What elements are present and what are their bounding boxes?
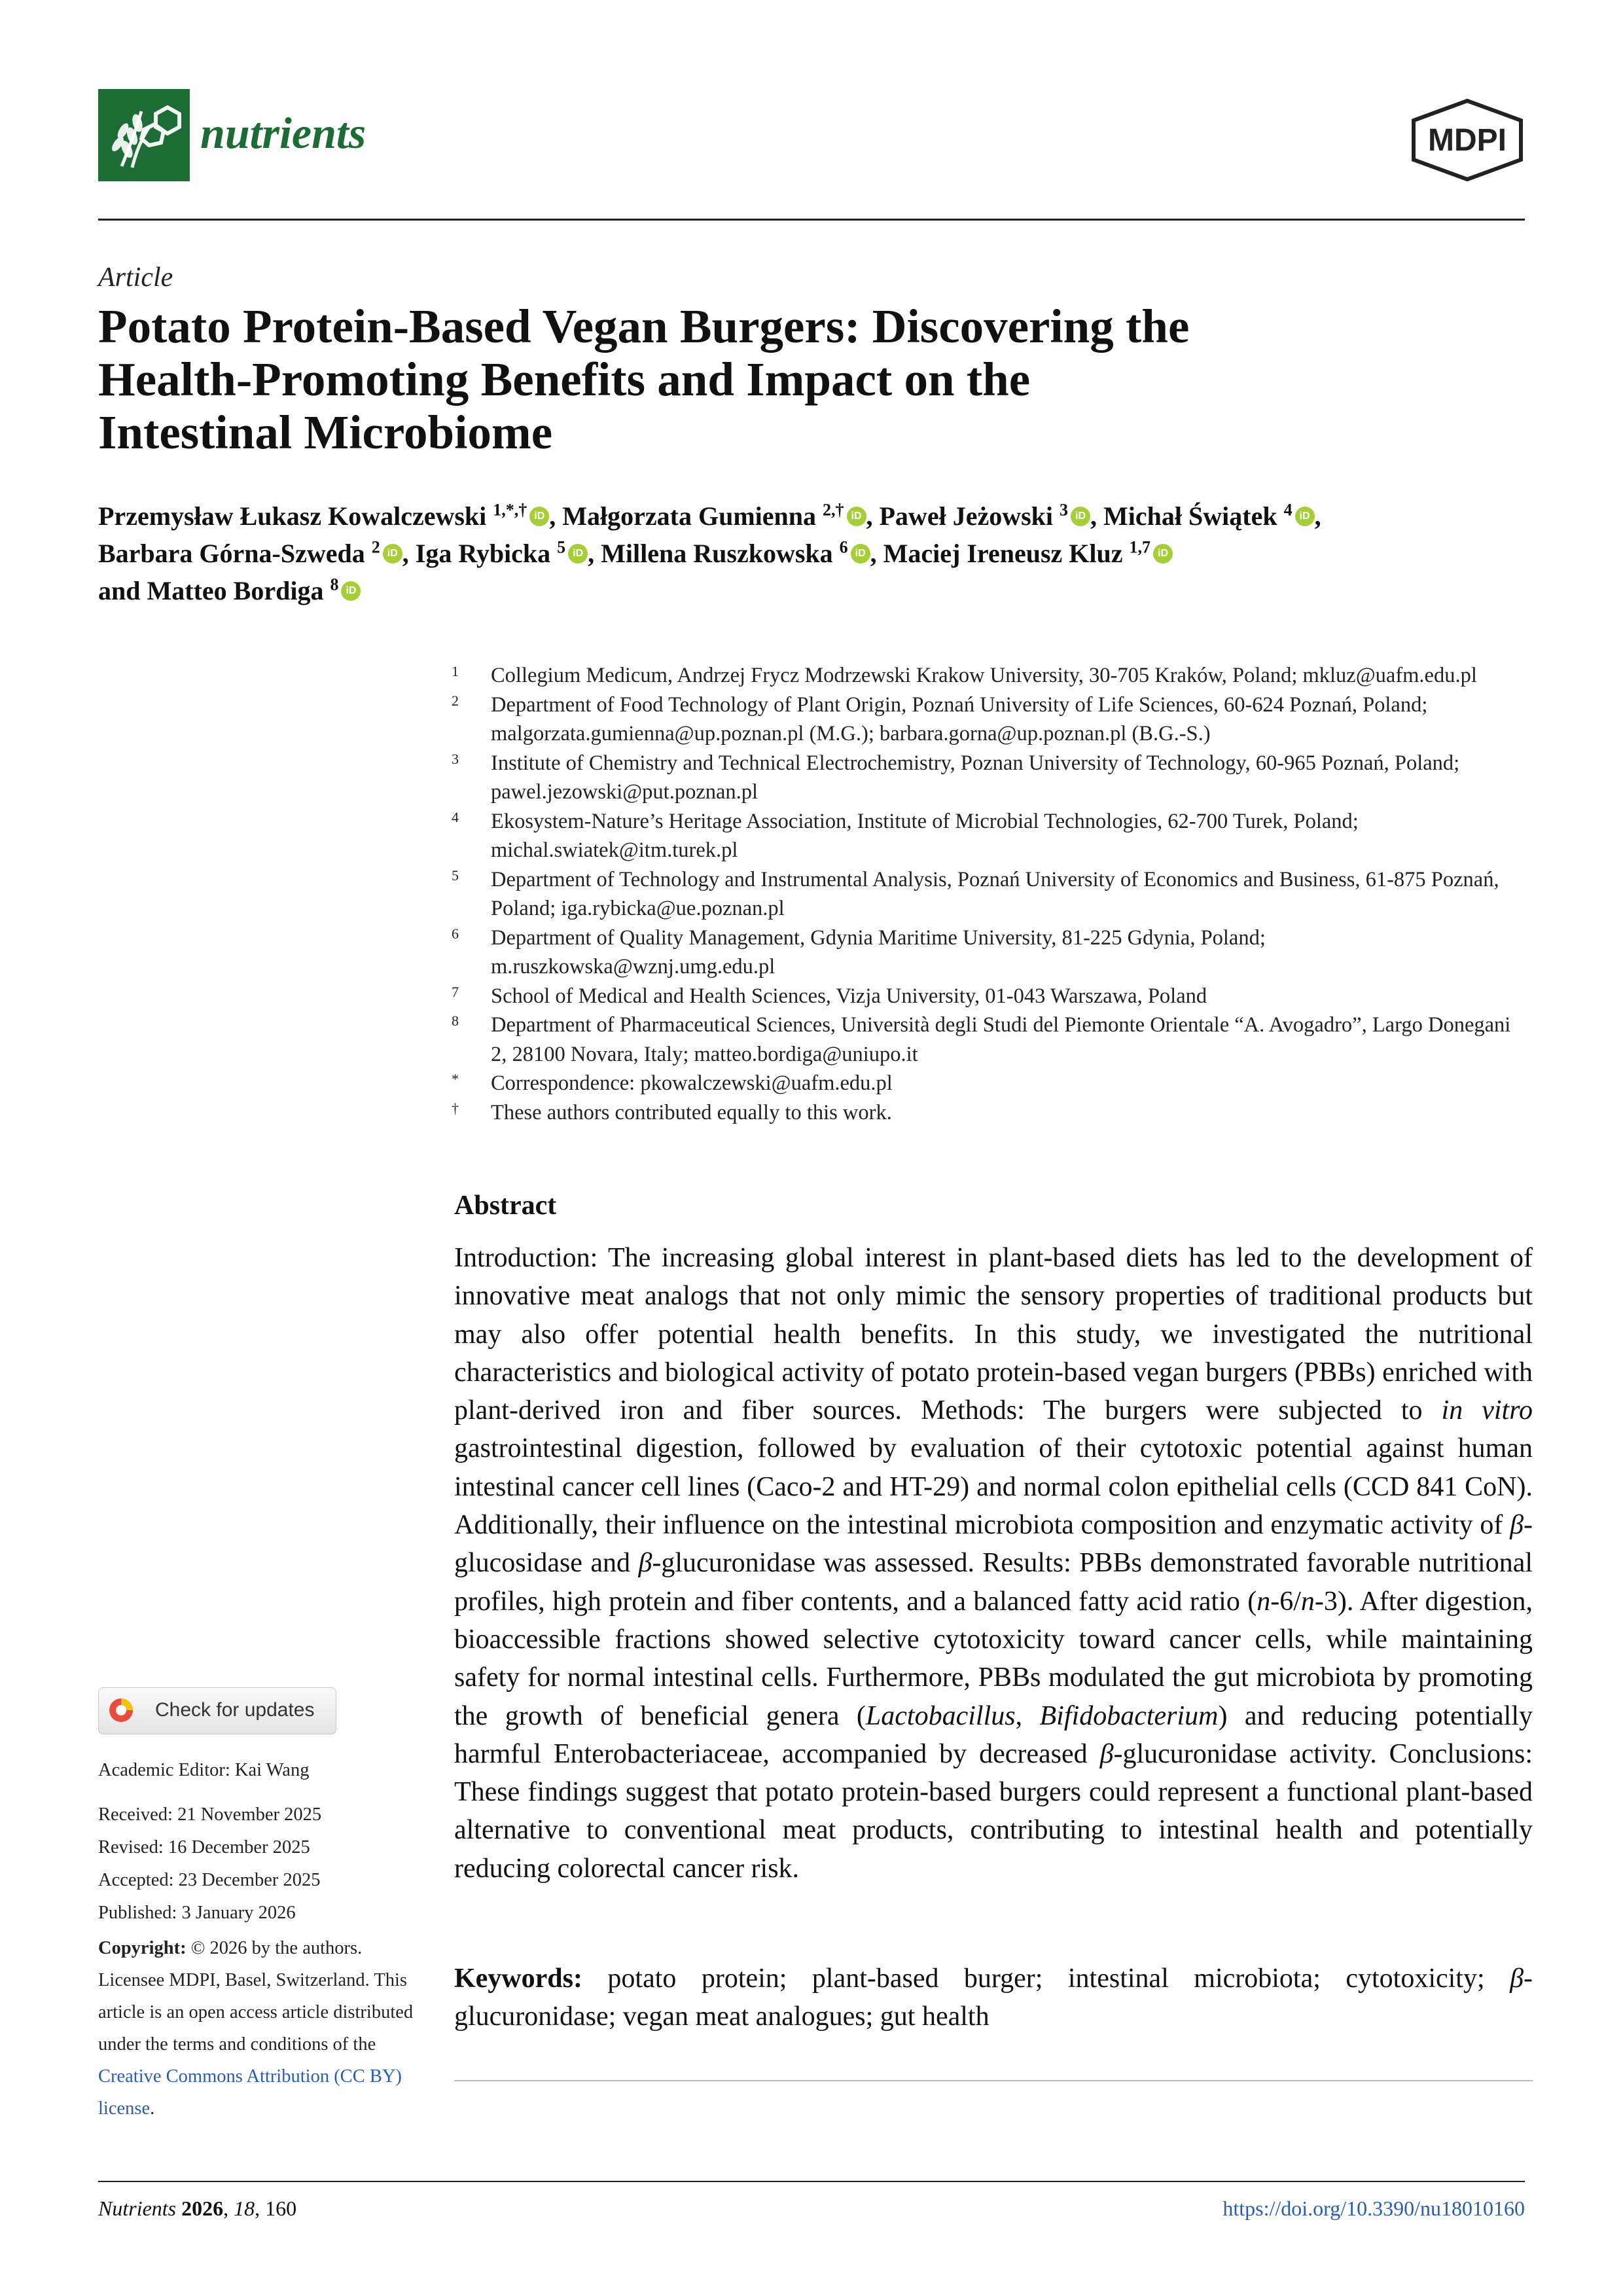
- affiliation-mark: †: [452, 1100, 459, 1117]
- article-type: Article: [98, 262, 173, 293]
- title-line: Health-Promoting Benefits and Impact on the: [98, 353, 1031, 406]
- abstract-italic: Bifidobacterium: [1039, 1700, 1219, 1731]
- publisher-logo: [1408, 98, 1526, 182]
- footer-journal: Nutrients: [98, 2197, 177, 2220]
- wheat-icon: [98, 89, 190, 181]
- author-affiliation-sup: 2,†: [823, 500, 844, 520]
- copyright-notice: [98, 1932, 425, 2125]
- author-name: Millena Ruszkowska: [601, 539, 833, 568]
- affiliation-item: [452, 691, 1531, 749]
- author-separator: ,: [870, 539, 877, 568]
- affiliation-text: Department of Technology and Instrumental Analysis, Poznań University of Economics and Business, 61-875 Poznań, Poland; iga.rybicka@ue.poznan.pl: [491, 867, 1499, 920]
- author-affiliation-sup: 6: [839, 537, 848, 557]
- keywords: [454, 1960, 1533, 2036]
- journal-name: nutrients: [200, 108, 366, 158]
- affiliation-text: Department of Quality Management, Gdynia Maritime University, 81-225 Gdynia, Poland; m.ruszkowska@wznj.umg.edu.pl: [491, 925, 1266, 978]
- footer-divider: [98, 2181, 1525, 2182]
- copyright-text: © 2026 by the authors. Licensee MDPI, Basel, Switzerland. This article is an open access article distributed under the terms and conditions of the: [98, 1938, 414, 2054]
- author-name: Paweł Jeżowski: [879, 501, 1054, 531]
- orcid-icon[interactable]: iD: [568, 544, 588, 564]
- footer-page: , 160: [255, 2197, 297, 2220]
- keywords-text: -glucuronidase; vegan meat analogues; gut health: [454, 1964, 1533, 2032]
- author-separator: ,: [588, 539, 595, 568]
- author-separator: ,: [402, 539, 409, 568]
- affiliation-text: Collegium Medicum, Andrzej Frycz Modrzewski Krakow University, 30-705 Kraków, Poland; mkluz@uafm.edu.pl: [491, 664, 1477, 687]
- affiliation-mark: *: [452, 1071, 459, 1087]
- orcid-icon[interactable]: iD: [1071, 507, 1090, 526]
- affiliations-list: [452, 661, 1531, 1127]
- affiliation-mark: 8: [452, 1013, 459, 1029]
- title-line: Potato Protein-Based Vegan Burgers: Discovering the: [98, 300, 1190, 353]
- author-affiliation-sup: 1,*,†: [493, 500, 527, 520]
- orcid-icon[interactable]: iD: [851, 544, 870, 564]
- author-separator: ,: [1090, 501, 1097, 531]
- journal-logo: [98, 89, 190, 181]
- author-name: Małgorzata Gumienna: [562, 501, 816, 531]
- orcid-icon[interactable]: iD: [341, 581, 361, 601]
- affiliation-text: Institute of Chemistry and Technical Electrochemistry, Poznan University of Technology, 60-965 Poznań, Poland; pawel.jezowski@put.poznan.pl: [491, 751, 1460, 804]
- revised-date: Revised: 16 December 2025: [98, 1837, 310, 1857]
- abstract-text: -glucosidase and: [454, 1510, 1533, 1579]
- author-affiliation-sup: 2: [371, 537, 380, 557]
- author-affiliation-sup: 8: [330, 575, 339, 594]
- mdpi-hexagon-icon: [1408, 98, 1526, 182]
- abstract-text: -3). After digestion, bioaccessible fractions showed selective cytotoxicity toward cancer cells, while maintaining safety for normal intestinal cells. Furthermore, PBBs modulated the gut microbiota by promoting the growth of beneficial genera (: [454, 1586, 1533, 1731]
- author-name: Przemysław Łukasz Kowalczewski: [98, 501, 487, 531]
- publisher-name: MDPI: [1428, 123, 1507, 158]
- affiliation-item: [452, 661, 1531, 691]
- abstract-italic: β: [1099, 1738, 1114, 1769]
- author-name: Michał Świątek: [1103, 501, 1277, 531]
- abstract-divider: [454, 2080, 1533, 2081]
- author-name: Matteo Bordiga: [147, 576, 324, 605]
- affiliation-item: [452, 924, 1531, 982]
- published-date: Published: 3 January 2026: [98, 1903, 296, 1923]
- orcid-icon[interactable]: iD: [1153, 544, 1173, 564]
- equal-contribution-text: These authors contributed equally to this work.: [491, 1100, 892, 1124]
- received-date: Received: 21 November 2025: [98, 1804, 322, 1825]
- affiliation-mark: 5: [452, 867, 459, 884]
- author-list: [98, 497, 1525, 609]
- author-affiliation-sup: 5: [557, 537, 566, 557]
- check-updates-icon: [108, 1697, 134, 1723]
- abstract-text: -6/: [1270, 1586, 1301, 1617]
- author-separator: ,: [1314, 501, 1321, 531]
- article-title: [98, 300, 1512, 459]
- abstract-body: [454, 1239, 1533, 1888]
- author-affiliation-sup: 3: [1060, 500, 1069, 520]
- check-for-updates-button[interactable]: [98, 1687, 336, 1734]
- abstract-italic: β: [638, 1548, 652, 1579]
- affiliation-mark: 6: [452, 925, 459, 942]
- affiliation-item: [452, 749, 1531, 807]
- affiliation-mark: 7: [452, 983, 459, 1000]
- copyright-label: Copyright:: [98, 1938, 187, 1958]
- author-name: Maciej Ireneusz Kluz: [883, 539, 1123, 568]
- author-name: Barbara Górna-Szweda: [98, 539, 365, 568]
- affiliation-text: Department of Pharmaceutical Sciences, Università degli Studi del Piemonte Orientale “A. Avogadro”, Largo Donegani 2, 28100 Novara, Italy; matteo.bordiga@uniupo.it: [491, 1013, 1511, 1066]
- footer-year: 2026: [176, 2197, 224, 2220]
- abstract-italic: β: [1510, 1510, 1524, 1541]
- academic-editor: Academic Editor: Kai Wang: [98, 1760, 310, 1780]
- orcid-icon[interactable]: iD: [529, 507, 549, 526]
- affiliation-item: [452, 807, 1531, 865]
- title-line: Intestinal Microbiome: [98, 406, 553, 459]
- affiliation-mark: 4: [452, 808, 459, 825]
- author-separator: ,: [549, 501, 556, 531]
- license-link[interactable]: Creative Commons Attribution (CC BY) license: [98, 2066, 402, 2119]
- affiliation-item: [452, 982, 1531, 1011]
- equal-contribution-note: [452, 1098, 1531, 1128]
- correspondence-item: [452, 1069, 1531, 1098]
- header-divider: [98, 219, 1525, 221]
- author-affiliation-sup: 1,7: [1129, 537, 1151, 557]
- author-name: Iga Rybicka: [415, 539, 551, 568]
- abstract-text: gastrointestinal digestion, followed by evaluation of their cytotoxic potential against human intestinal cancer cell lines (Caco-2 and HT-29) and normal colon epithelial cells (CCD 841 CoN). Additionally, their influence on the intestinal microbiota composition and enzymatic activity of: [454, 1433, 1533, 1541]
- affiliation-text: Department of Food Technology of Plant Origin, Poznań University of Life Sciences, 60-624 Poznań, Poland; malgorzata.gumienna@up.poznan.pl (M.G.); barbara.gorna@up.poznan.pl (B.G.-S.): [491, 692, 1428, 745]
- affiliation-text: School of Medical and Health Sciences, Vizja University, 01-043 Warszawa, Poland: [491, 984, 1207, 1008]
- author-affiliation-sup: 4: [1283, 500, 1293, 520]
- author-conjunction: and: [98, 576, 147, 605]
- orcid-icon[interactable]: iD: [847, 507, 866, 526]
- correspondence-text: Correspondence: pkowalczewski@uafm.edu.pl: [491, 1071, 893, 1095]
- author-separator: ,: [866, 501, 873, 531]
- footer-separator: ,: [223, 2197, 234, 2220]
- abstract-italic: in vitro: [1441, 1395, 1533, 1426]
- abstract-heading: Abstract: [454, 1191, 557, 1221]
- affiliation-mark: 3: [452, 750, 459, 767]
- affiliation-mark: 1: [452, 663, 459, 679]
- abstract-text: ) and reducing potentially harmful Enterobacteriaceae, accompanied by decreased: [454, 1700, 1533, 1769]
- abstract-text: -glucuronidase was assessed. Results: PBBs demonstrated favorable nutritional profiles, high protein and fiber contents, and a balanced fatty acid ratio (: [454, 1548, 1533, 1617]
- orcid-icon[interactable]: iD: [1295, 507, 1315, 526]
- footer-volume: 18: [234, 2197, 255, 2220]
- check-updates-label: Check for updates: [155, 1699, 315, 1721]
- footer-citation: [98, 2197, 296, 2221]
- abstract-italic: n: [1300, 1586, 1315, 1617]
- orcid-icon[interactable]: iD: [383, 544, 402, 564]
- keywords-text: potato protein; plant-based burger; intestinal microbiota; cytotoxicity;: [582, 1964, 1510, 1994]
- article-info-sidebar: [98, 1754, 425, 2125]
- copyright-end: .: [150, 2098, 155, 2119]
- abstract-text: ,: [1015, 1700, 1040, 1731]
- abstract-text: -glucuronidase activity. Conclusions: These findings suggest that potato protein-based burgers could represent a functional plant-based alternative to conventional meat products, contributing to intestinal health and potentially reducing colorectal cancer risk.: [454, 1738, 1533, 1884]
- keywords-label: Keywords:: [454, 1964, 582, 1994]
- abstract-text: Introduction: The increasing global interest in plant-based diets has led to the development of innovative meat analogs that not only mimic the sensory properties of traditional products but may also offer potential health benefits. In this study, we investigated the nutritional characteristics and biological activity of potato protein-based vegan burgers (PBBs) enriched with plant-derived iron and fiber sources. Methods: The burgers were subjected to: [454, 1243, 1533, 1426]
- keywords-italic: β: [1510, 1964, 1524, 1994]
- abstract-italic: n: [1257, 1586, 1271, 1617]
- accepted-date: Accepted: 23 December 2025: [98, 1870, 321, 1890]
- doi-link[interactable]: https://doi.org/10.3390/nu18010160: [1222, 2197, 1525, 2220]
- affiliation-mark: 2: [452, 692, 459, 709]
- affiliation-item: [452, 865, 1531, 924]
- abstract-italic: Lactobacillus: [865, 1700, 1016, 1731]
- affiliation-item: [452, 1011, 1531, 1069]
- affiliation-text: Ekosystem-Nature’s Heritage Association, Institute of Microbial Technologies, 62-700 Turek, Poland; michal.swiatek@itm.turek.pl: [491, 809, 1359, 862]
